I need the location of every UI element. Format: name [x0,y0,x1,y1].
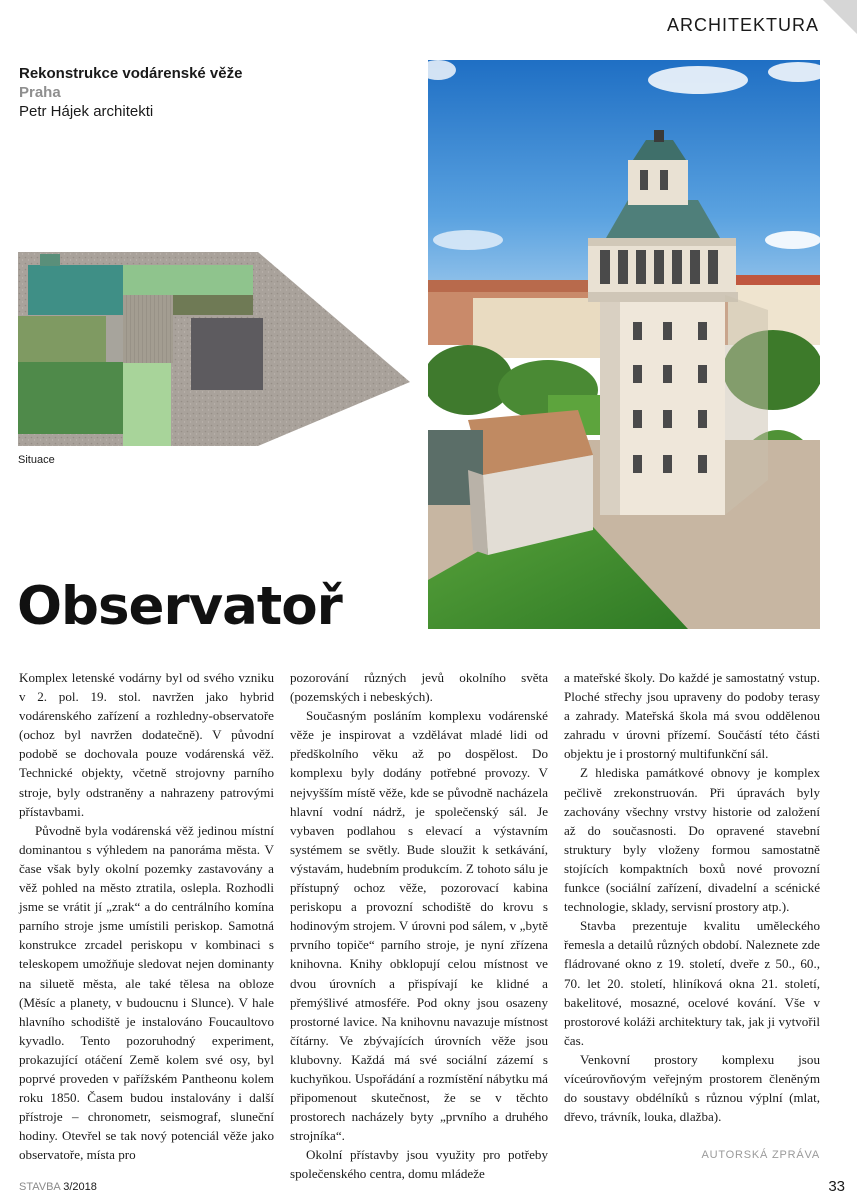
project-info [19,64,399,121]
article-column-3 [564,668,820,1126]
paragraph: pozorování různých jevů okolního světa (pozemských i nebeských). [290,670,548,705]
article-headline: Observatoř [17,576,342,637]
paragraph: Z hlediska památkové obnovy je komplex pečlivě zrekonstruován. Při úpravách byly zachovány všechny vrstvy historie od založení až do současnosti. Do opravené stavební struktury byly vloženy formou samostatně stojících kompaktních boxů nové provozní funkce (sociální zařízení, divadelní a scénické technologie, sklady, servisní prostory atp.). [564,765,820,915]
article-column-1 [19,668,274,1164]
project-title: Rekonstrukce vodárenské věže [19,65,243,82]
project-city: Praha [19,84,61,101]
page-number: 33 [828,1178,845,1195]
magazine-issue: 3/2018 [63,1181,97,1193]
article-column-2 [290,668,548,1184]
paragraph: Stavba prezentuje kvalitu uměleckého řemesla a detailů různých období. Naleznete zde fládrované okno z 19. století, dveře z 50., 60., 70. let 20. století, hliníková okna 21. století, bakelitové, mosazné, ocelové kování. Vše v prostorové koláži architektury tak, jak ji vytvořil čas. [564,918,820,1048]
paragraph: Komplex letenské vodárny byl od svého vzniku v 2. pol. 19. stol. navržen jako hybrid vodárenského zařízení a rozhledny-observatoře (ochoz byl navržen dodatečně). V původní podobě se dochovala pouze vodárenská věž. Technické objekty, včetně strojovny parního stroje, byly odstraněny a nahrazeny patrovými přístavbami. [19,670,274,819]
site-plan-image [18,250,410,448]
paragraph: Venkovní prostory komplexu jsou víceúrovňovým veřejným prostorem členěným do soustavy obdélníků s různou výplní (mlat, dřevo, trávník, louka, dlažba). [564,1051,820,1125]
project-architect: Petr Hájek architekti [19,103,154,120]
paragraph: Okolní přístavby jsou využity pro potřeby společenského centra, domu mládeže [290,1147,548,1182]
magazine-name: STAVBA [19,1181,61,1193]
section-label: ARCHITEKTURA [666,15,819,35]
paragraph: Současným posláním komplexu vodárenské věže je inspirovat a vzdělávat mladé lidi od předškolního věku až po dospělost. Do komplexu byly dodány potřebné provozy. V nejvyšším místě věže, kde se původně nacházela hlavní vodní nádrž, je společenský sál. Je vybaven podlahou s elevací a výstavním systémem se světly. Bude sloužit k setkávání, výstavám, hudebním produkcím. Z tohoto sálu je přístupný ochoz věže, pozorovací kabina periskopu a provozní schodiště do krovu s hodinovým strojem. V úrovni pod sálem, v „bytě prvního topiče“ parního stroje, je nyní zřízena knihovna. Knihy obklopují celou místnost ve dvou úrovních a přispívají ke klidné a přemýšlivé atmosféře. Pod okny jsou osazeny prostorné lavice. Na knihovnu navazuje místnost čítárny. Ve zbývajících úrovních věže jsou klubovny. Každá má své sociální zázemí s kuchyňkou. Uspořádání a rozmístění nábytku má připomenout skutečnost, že se v těchto prostorech nacházely byty „prvního a druhého strojníka“. [290,708,548,1144]
page-corner-tab [823,0,857,34]
site-plan-caption: Situace [18,454,55,466]
water-tower-photo [428,60,820,629]
paragraph: Původně byla vodárenská věž jedinou místní dominantou s výhledem na panoráma města. V čase však byly okolní pozemky zastavovány a věž pohled na město ztratila, oslepla. Rozhodli jsme se vrátit jí „zrak“ a do centrálního komína parního stroje jsme umístili periskop. Samotná konstrukce zrcadel periskopu v kombinaci s teleskopem umožňuje sledovat nejen dominanty na siluetě města, ale také tělesa na obloze (Měsíc a planety, v budoucnu i Slunce). V hale hlavního schodiště je instalováno Foucaultovo kyvadlo. Tento pozoruhodný experiment, prokazující otáčení Země kolem své osy, byl poprvé proveden v pařížském Pantheonu kolem roku 1850. Časem budou instalovány i další přístroje – chronometr, seismograf, sluneční hodiny. Otevřel se tak nový potenciál věže jako observatoře, místa pro [19,822,274,1163]
paragraph: a mateřské školy. Do každé je samostatný vstup. Ploché střechy jsou upraveny do podoby terasy a zahrady. Mateřská škola má svou oddělenou zahradu v úrovni přízemí. Součástí této části objektu je i prostorný multifunkční sál. [564,670,820,762]
footer-magazine [19,1181,97,1193]
article-source: AUTORSKÁ ZPRÁVA [701,1149,820,1161]
